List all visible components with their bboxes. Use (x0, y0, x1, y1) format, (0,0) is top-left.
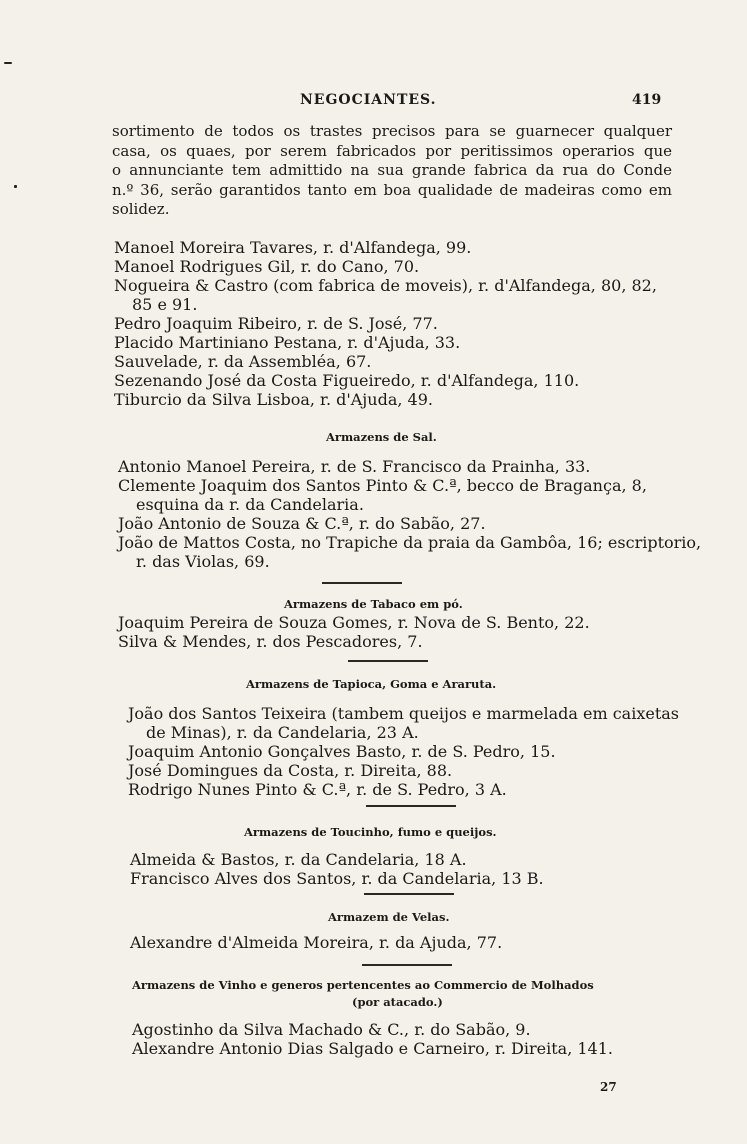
intro-line: solidez. (112, 200, 170, 218)
intro-line: sortimento de todos os trastes precisos para se guarnecer qualquer (112, 122, 672, 140)
list-item: João de Mattos Costa, no Trapiche da praia da Gambôa, 16; escriptorio, (118, 533, 702, 552)
list-item: Manoel Moreira Tavares, r. d'Alfandega, 99. (114, 238, 472, 257)
section-list-tapioca (128, 704, 708, 799)
list-item: Antonio Manoel Pereira, r. de S. Francisco da Prainha, 33. (118, 457, 591, 476)
list-item: João dos Santos Teixeira (tambem queijos e marmelada em caixetas (128, 704, 680, 723)
list-item: Sauvelade, r. da Assembléa, 67. (114, 352, 372, 371)
section-heading-toucinho: Armazens de Toucinho, fumo e queijos. (244, 825, 497, 839)
list-item: Almeida & Bastos, r. da Candelaria, 18 A. (130, 850, 467, 869)
section-list-sal (118, 457, 702, 571)
list-item: Manoel Rodrigues Gil, r. do Cano, 70. (114, 257, 420, 276)
section-list-velas (130, 933, 710, 952)
list-item: Alexandre d'Almeida Moreira, r. da Ajuda, 77. (130, 933, 503, 952)
section-heading-sal: Armazens de Sal. (326, 430, 437, 444)
list-item-continuation: r. das Violas, 69. (136, 552, 270, 571)
list-item-continuation: de Minas), r. da Candelaria, 23 A. (146, 723, 419, 742)
section-rule (364, 893, 454, 895)
intro-line: o annunciante tem admittido na sua grande fabrica da rua do Conde (112, 161, 672, 179)
intro-paragraph (112, 122, 672, 220)
list-item: João Antonio de Souza & C.ª, r. do Sabão, 27. (118, 514, 486, 533)
section-rule (366, 805, 456, 807)
list-item: Alexandre Antonio Dias Salgado e Carneiro, r. Direita, 141. (132, 1039, 613, 1058)
section-subheading-vinho: (por atacado.) (352, 995, 443, 1009)
list-item-continuation: 85 e 91. (132, 295, 198, 314)
margin-dot (14, 185, 17, 188)
margin-dash (4, 62, 12, 64)
list-item: Clemente Joaquim dos Santos Pinto & C.ª, becco de Bragança, 8, (118, 476, 647, 495)
list-item: Nogueira & Castro (com fabrica de moveis), r. d'Alfandega, 80, 82, (114, 276, 657, 295)
list-item: Pedro Joaquim Ribeiro, r. de S. José, 77. (114, 314, 438, 333)
list-item: Rodrigo Nunes Pinto & C.ª, r. de S. Pedro, 3 A. (128, 780, 507, 799)
section-list-vinho (132, 1020, 712, 1058)
section-heading-velas: Armazem de Velas. (328, 910, 450, 924)
signature-mark: 27 (600, 1080, 617, 1094)
list-item: Sezenando José da Costa Figueiredo, r. d'Alfandega, 110. (114, 371, 580, 390)
section-rule (322, 582, 402, 584)
list-item-continuation: esquina da r. da Candelaria. (136, 495, 364, 514)
list-item: Agostinho da Silva Machado & C., r. do Sabão, 9. (132, 1020, 531, 1039)
section-rule (362, 964, 452, 966)
page-number: 419 (632, 92, 662, 108)
intro-line: n.º 36, serão garantidos tanto em boa qualidade de madeiras como em (112, 180, 672, 199)
intro-line: casa, os quaes, por serem fabricados por peritissimos operarios que (112, 141, 672, 160)
list-item: Joaquim Antonio Gonçalves Basto, r. de S. Pedro, 15. (128, 742, 556, 761)
furniture-dealers-list (114, 238, 694, 409)
list-item: Placido Martiniano Pestana, r. d'Ajuda, 33. (114, 333, 461, 352)
section-heading-tapioca: Armazens de Tapioca, Goma e Araruta. (246, 677, 497, 691)
section-list-toucinho (130, 850, 710, 888)
list-item: José Domingues da Costa, r. Direita, 88. (128, 761, 453, 780)
list-item: Francisco Alves dos Santos, r. da Candelaria, 13 B. (130, 869, 544, 888)
list-item: Joaquim Pereira de Souza Gomes, r. Nova de S. Bento, 22. (118, 613, 590, 632)
section-heading-tabaco: Armazens de Tabaco em pó. (284, 597, 463, 611)
section-heading-vinho: Armazens de Vinho e generos pertencentes ao Commercio de Molhados (132, 978, 594, 992)
section-rule (348, 660, 428, 662)
list-item: Tiburcio da Silva Lisboa, r. d'Ajuda, 49. (114, 390, 433, 409)
section-list-tabaco (118, 613, 698, 651)
running-head: NEGOCIANTES. (300, 92, 437, 108)
list-item: Silva & Mendes, r. dos Pescadores, 7. (118, 632, 423, 651)
